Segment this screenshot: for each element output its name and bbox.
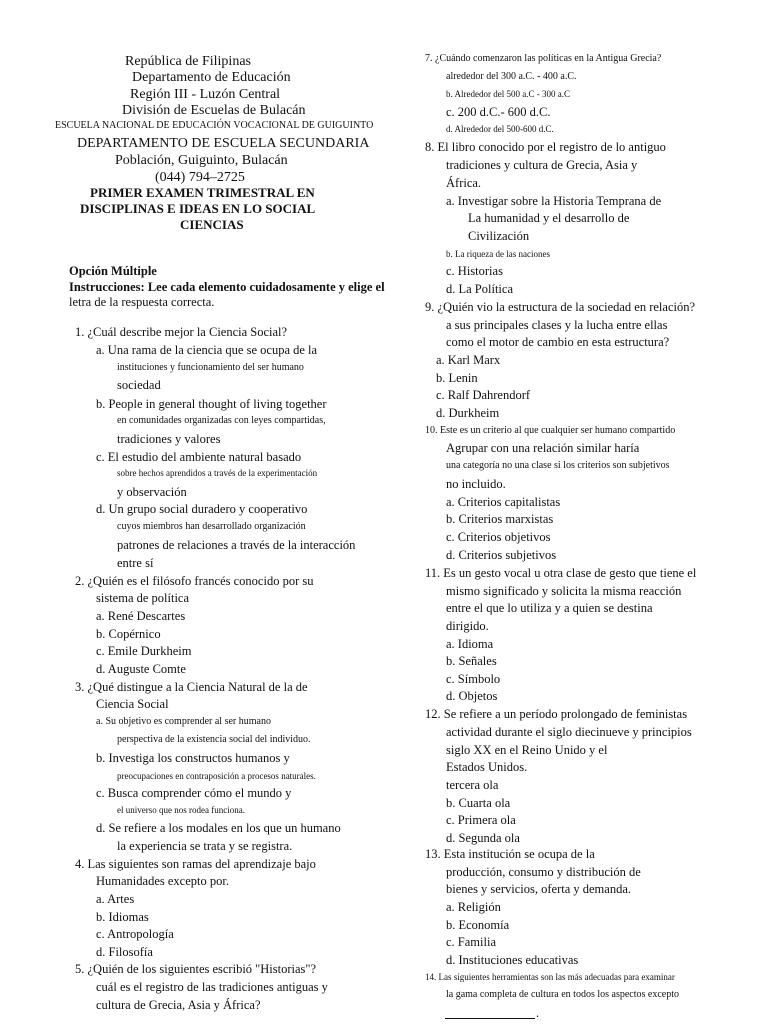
q9-option-c: c. Ralf Dahrendorf <box>436 388 531 402</box>
q13-option-a: a. Religión <box>446 900 501 914</box>
q4-stem: 4. Las siguientes son ramas del aprendizaje bajo <box>75 857 316 871</box>
q4-option-c: c. Antropología <box>96 927 174 941</box>
q5-stem-cont2: cultura de Grecia, Asia y África? <box>96 998 261 1012</box>
q13-option-d: d. Instituciones educativas <box>446 953 579 967</box>
q13-stem: 13. Esta institución se ocupa de la <box>425 847 595 861</box>
q1-option-b-cont2: tradiciones y valores <box>117 432 221 446</box>
q4-option-a: a. Artes <box>96 892 135 906</box>
q11-stem-cont: mismo significado y solicita la misma reacción <box>446 584 682 598</box>
q5-stem-cont: cuál es el registro de las tradiciones antiguas y <box>96 980 328 994</box>
exam-title-1: PRIMER EXAMEN TRIMESTRAL EN <box>90 185 315 200</box>
q7-option-c: c. 200 d.C.- 600 d.C. <box>446 105 551 119</box>
q1-option-b: b. People in general thought of living together <box>96 397 327 411</box>
header-phone: (044) 794–2725 <box>155 170 245 185</box>
q2-stem-cont: sistema de política <box>96 591 190 605</box>
q8-stem-cont2: África. <box>446 176 482 190</box>
q14-stem: 14. Las siguientes herramientas son las más adecuadas para examinar <box>425 972 675 982</box>
q4-option-b: b. Idiomas <box>96 910 149 924</box>
q12-stem: 12. Se refiere a un período prolongado de feministas <box>425 707 688 721</box>
q9-option-a: a. Karl Marx <box>436 353 501 367</box>
q3-option-a: a. Su objetivo es comprender al ser humano <box>96 716 271 727</box>
q13-stem-cont: producción, consumo y distribución de <box>446 865 641 879</box>
header-school: ESCUELA NACIONAL DE EDUCACIÓN VOCACIONAL DE GUIGUINTO <box>55 120 374 131</box>
q11-stem-cont2: entre el que lo utiliza y a quien se destina <box>446 601 653 615</box>
q1-option-d: d. Un grupo social duradero y cooperativo <box>96 502 308 516</box>
q3-option-b: b. Investiga los constructos humanos y <box>96 751 290 765</box>
q3-option-c-cont: el universo que nos rodea funciona. <box>117 805 245 815</box>
q13-option-c: c. Familia <box>446 935 496 949</box>
q3-stem: 3. ¿Qué distingue a la Ciencia Natural de la de <box>75 680 308 694</box>
header-department: Departamento de Educación <box>132 70 291 85</box>
q12-option-a: tercera ola <box>446 778 499 792</box>
q12-option-b: b. Cuarta ola <box>446 796 511 810</box>
q10-stem-cont3: no incluido. <box>446 477 506 491</box>
q8-option-a-cont2: Civilización <box>468 229 530 243</box>
q8-stem-cont: tradiciones y cultura de Grecia, Asia y <box>446 158 638 172</box>
q1-option-d-cont2: patrones de relaciones a través de la interacción <box>117 538 356 552</box>
instructions-line-2: letra de la respuesta correcta. <box>69 295 215 309</box>
q11-stem-cont3: dirigido. <box>446 619 489 633</box>
q1-option-a-cont2: sociedad <box>117 378 161 392</box>
q4-stem-cont: Humanidades excepto por. <box>96 874 229 888</box>
header-division: División de Escuelas de Bulacán <box>122 103 306 118</box>
exam-title-3: CIENCIAS <box>180 217 244 232</box>
q3-stem-cont: Ciencia Social <box>96 697 169 711</box>
q2-option-a: a. René Descartes <box>96 609 186 623</box>
q3-option-b-cont: preocupaciones en contraposición a procesos naturales. <box>117 771 316 781</box>
q14-blank-period: . <box>536 1006 540 1020</box>
q9-stem: 9. ¿Quién vio la estructura de la sociedad en relación? <box>425 300 696 314</box>
section-title: Opción Múltiple <box>69 264 157 278</box>
q7-stem: 7. ¿Cuándo comenzaron las políticas en la Antigua Grecia? <box>425 53 662 64</box>
q10-stem-cont: Agrupar con una relación similar haría <box>446 441 640 455</box>
q1-option-c: c. El estudio del ambiente natural basado <box>96 450 302 464</box>
q5-stem: 5. ¿Quién de los siguientes escribió "Historias"? <box>75 962 317 976</box>
header-address: Población, Guiguinto, Bulacán <box>115 153 288 168</box>
q12-stem-cont2: siglo XX en el Reino Unido y el <box>446 743 608 757</box>
q10-option-d: d. Criterios subjetivos <box>446 548 557 562</box>
q14-stem-cont: la gama completa de cultura en todos los aspectos excepto <box>446 989 679 1000</box>
header-republic: República de Filipinas <box>125 54 251 69</box>
q1-option-d-cont: cuyos miembros han desarrollado organización <box>117 521 306 532</box>
q10-option-a: a. Criterios capitalistas <box>446 495 561 509</box>
q9-option-b: b. Lenin <box>436 371 478 385</box>
q1-option-d-cont3: entre sí <box>117 556 154 570</box>
q9-stem-cont: a sus principales clases y la lucha entre ellas <box>446 318 668 332</box>
q11-option-d: d. Objetos <box>446 689 498 703</box>
q11-stem: 11. Es un gesto vocal u otra clase de gesto que tiene el <box>425 566 697 580</box>
q2-option-b: b. Copérnico <box>96 627 161 641</box>
q14-answer-blank <box>445 1018 535 1019</box>
q7-option-d: d. Alrededor del 500-600 d.C. <box>446 124 554 134</box>
q9-stem-cont2: como el motor de cambio en esta estructura? <box>446 335 670 349</box>
q11-option-c: c. Símbolo <box>446 672 501 686</box>
q13-option-b: b. Economía <box>446 918 510 932</box>
q9-option-d: d. Durkheim <box>436 406 500 420</box>
q1-option-a-cont: instituciones y funcionamiento del ser humano <box>117 362 304 373</box>
q8-option-a: a. Investigar sobre la Historia Temprana de <box>446 194 662 208</box>
q3-option-d: d. Se refiere a los modales en los que un humano <box>96 821 341 835</box>
q10-stem-cont2: una categoría no una clase si los criterios son subjetivos <box>446 460 670 471</box>
q12-stem-cont3: Estados Unidos. <box>446 760 528 774</box>
q12-option-c: c. Primera ola <box>446 813 516 827</box>
q13-stem-cont2: bienes y servicios, oferta y demanda. <box>446 882 632 896</box>
q11-option-b: b. Señales <box>446 654 497 668</box>
q12-stem-cont: actividad durante el siglo diecinueve y principios <box>446 725 692 739</box>
q7-option-b: b. Alrededor del 500 a.C - 300 a.C <box>446 89 570 99</box>
q8-stem: 8. El libro conocido por el registro de lo antiguo <box>425 140 666 154</box>
q8-option-c: c. Historias <box>446 264 503 278</box>
q1-option-c-cont: sobre hechos aprendidos a través de la experimentación <box>117 468 318 478</box>
q1-option-c-cont2: y observación <box>117 485 187 499</box>
q8-option-d: d. La Política <box>446 282 513 296</box>
instructions-line-1: Instrucciones: Lee cada elemento cuidadosamente y elige el <box>69 280 385 294</box>
q10-option-b: b. Criterios marxistas <box>446 512 554 526</box>
q3-option-c: c. Busca comprender cómo el mundo y <box>96 786 292 800</box>
q1-stem: 1. ¿Cuál describe mejor la Ciencia Social? <box>75 325 288 339</box>
q8-option-b: b. La riqueza de las naciones <box>446 249 550 259</box>
q2-stem: 2. ¿Quién es el filósofo francés conocido por su <box>75 574 314 588</box>
q10-stem: 10. Este es un criterio al que cualquier ser humano compartido <box>425 425 676 436</box>
header-region: Región III - Luzón Central <box>130 87 281 102</box>
q8-option-a-cont: La humanidad y el desarrollo de <box>468 211 630 225</box>
q10-option-c: c. Criterios objetivos <box>446 530 551 544</box>
q2-option-d: d. Auguste Comte <box>96 662 186 676</box>
exam-title-2: DISCIPLINAS E IDEAS EN LO SOCIAL <box>80 201 316 216</box>
q11-option-a: a. Idioma <box>446 637 494 651</box>
q2-option-c: c. Emile Durkheim <box>96 644 192 658</box>
q1-option-b-cont: en comunidades organizadas con leyes compartidas, <box>117 415 326 426</box>
q3-option-a-cont: perspectiva de la existencia social del individuo. <box>117 734 311 745</box>
q12-option-d: d. Segunda ola <box>446 831 520 845</box>
header-secondary-dept: DEPARTAMENTO DE ESCUELA SECUNDARIA <box>77 136 370 151</box>
q7-option-a: alrededor del 300 a.C. - 400 a.C. <box>446 71 577 82</box>
q3-option-d-cont: la experiencia se trata y se registra. <box>117 839 293 853</box>
q4-option-d: d. Filosofía <box>96 945 153 959</box>
q1-option-a: a. Una rama de la ciencia que se ocupa de la <box>96 343 318 357</box>
